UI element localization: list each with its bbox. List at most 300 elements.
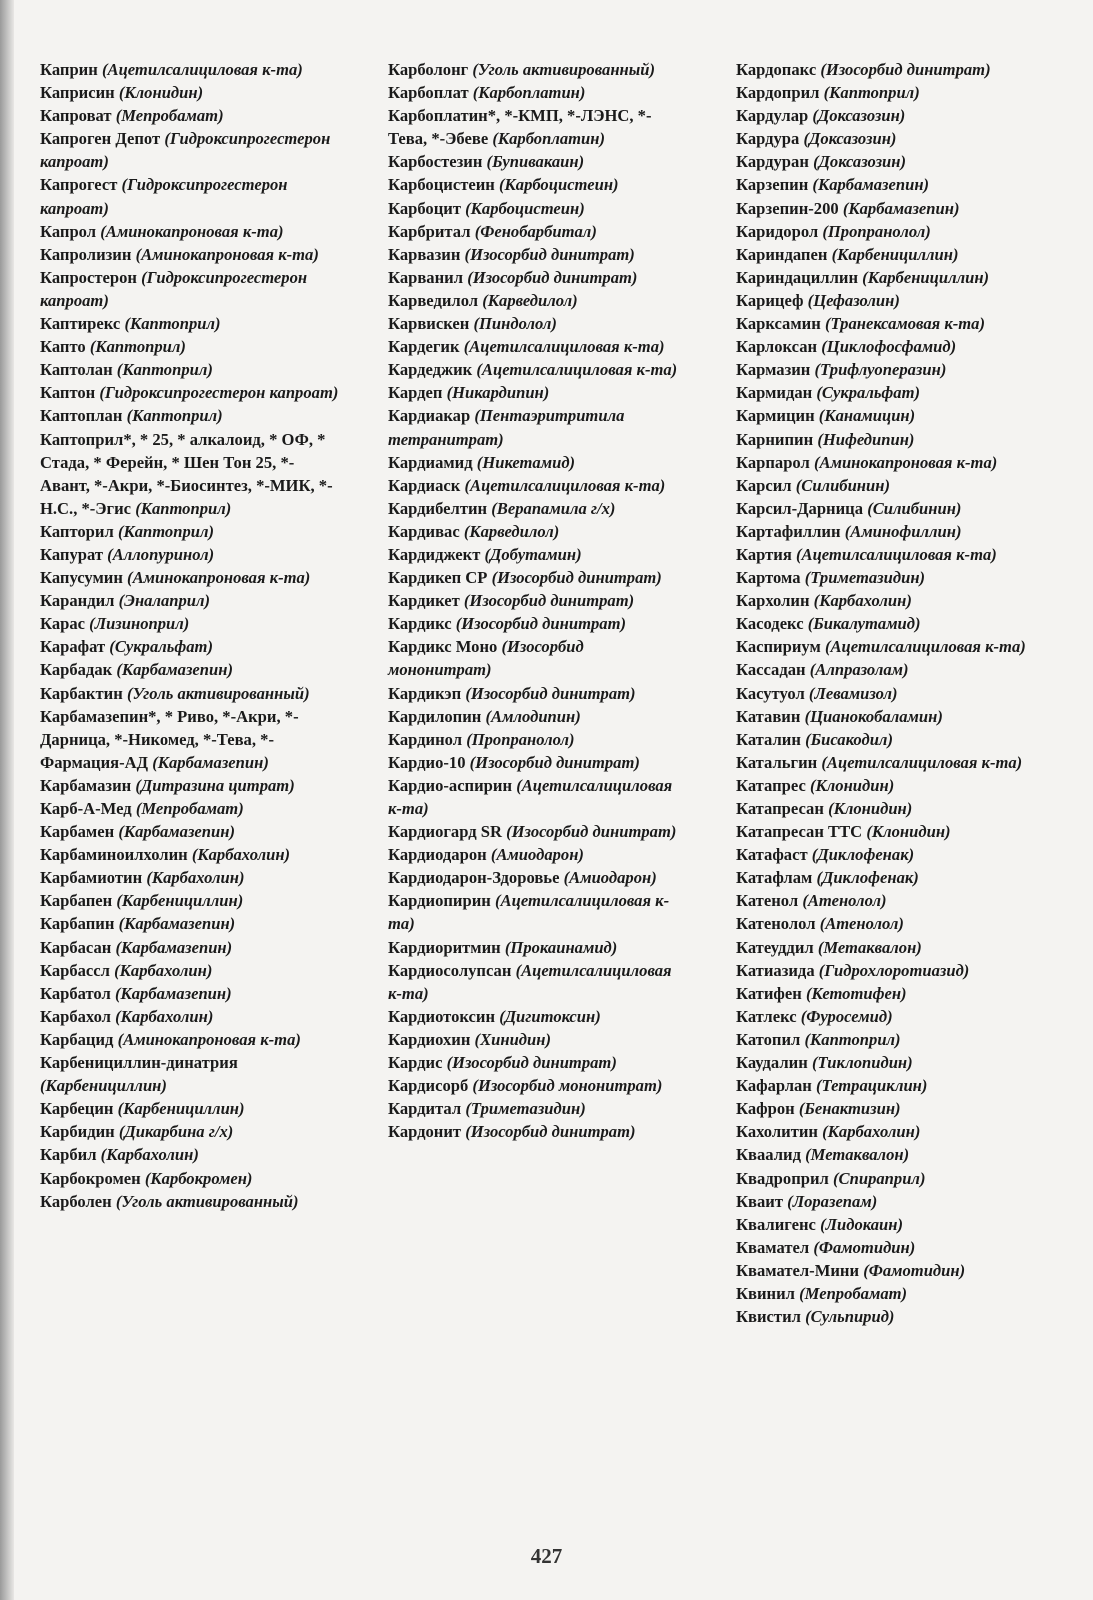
- drug-entry: [388, 566, 688, 589]
- trade-name: Каптолан: [40, 360, 113, 380]
- generic-name: (Фенобарбитал): [474, 221, 597, 241]
- drug-entry: [736, 658, 1066, 681]
- trade-name: Карбамен: [40, 822, 115, 842]
- drug-entry: [736, 497, 1066, 520]
- generic-name: (Диклофенак): [816, 868, 919, 888]
- generic-name: (Изосорбид динитрат): [463, 591, 635, 611]
- trade-name: Кардеджик: [388, 360, 473, 380]
- trade-name: Карнипин: [736, 429, 814, 449]
- trade-name: Карвискен: [388, 314, 470, 334]
- generic-name: (Аллопуринол): [107, 544, 215, 564]
- drug-entry: [388, 543, 688, 566]
- trade-name: Каптоприл*, * 25, * алкалоид, * ОФ, * Стада, * Ферейн, * Шен Тон 25, *-Авант, *-Акри, *-Биосинтез, *-МИК, *-Н.С., *-Эгис: [40, 429, 333, 518]
- trade-name: Кардегик: [388, 337, 460, 357]
- generic-name: (Карбамазепин): [152, 752, 269, 772]
- trade-name: Кардикэп: [388, 683, 462, 703]
- trade-name: Карбатол: [40, 983, 111, 1003]
- trade-name: Карвазин: [388, 244, 461, 264]
- generic-name: (Лизиноприл): [89, 614, 190, 634]
- generic-name: (Карбамазепин): [118, 822, 235, 842]
- drug-entry: [736, 1190, 1066, 1213]
- drug-entry: [736, 1120, 1066, 1143]
- generic-name: (Эналаприл): [118, 591, 211, 611]
- drug-entry: [736, 474, 1066, 497]
- generic-name: (Карбахолин): [115, 1006, 214, 1026]
- drug-entry: [40, 381, 340, 404]
- generic-name: (Бисакодил): [805, 729, 893, 749]
- generic-name: (Никетамид): [476, 452, 576, 472]
- generic-name: (Каптоприл): [116, 360, 213, 380]
- generic-name: (Фуросемид): [800, 1006, 893, 1026]
- drug-entry: [388, 1051, 688, 1074]
- generic-name: (Аминокапроновая к-та): [135, 244, 319, 264]
- trade-name: Кармазин: [736, 360, 811, 380]
- trade-name: Кардиодарон: [388, 845, 487, 865]
- generic-name: (Ацетилсалициловая к-та): [388, 960, 672, 1003]
- trade-name: Кардиохин: [388, 1029, 471, 1049]
- drug-entry: [40, 358, 340, 381]
- drug-entry: [736, 682, 1066, 705]
- trade-name: Капторил: [40, 521, 114, 541]
- drug-entry: [40, 658, 340, 681]
- trade-name: Кариндациллин: [736, 267, 859, 287]
- generic-name: (Силибинин): [867, 498, 962, 518]
- drug-entry: [388, 612, 688, 635]
- drug-entry: [40, 1143, 340, 1166]
- drug-entry: [40, 404, 340, 427]
- drug-entry: [736, 866, 1066, 889]
- generic-name: (Каптоприл): [135, 498, 232, 518]
- trade-name: Капролизин: [40, 244, 132, 264]
- trade-name: Кардиамид: [388, 452, 473, 472]
- trade-name: Капурат: [40, 544, 103, 564]
- generic-name: (Карбамазепин): [118, 914, 236, 934]
- generic-name: (Гидроксипрогестерон капроат): [40, 267, 308, 310]
- drug-entry: [40, 312, 340, 335]
- column-2: [388, 58, 688, 1143]
- drug-entry: [388, 104, 688, 150]
- drug-entry: [388, 728, 688, 751]
- generic-name: (Гидроксипрогестерон капроат): [99, 383, 339, 403]
- trade-name: Кахолитин: [736, 1122, 818, 1142]
- trade-name: Капроват: [40, 106, 112, 126]
- drug-entry: [40, 58, 340, 81]
- drug-entry: [388, 266, 688, 289]
- trade-name: Карбапин: [40, 914, 115, 934]
- trade-name: Кардитал: [388, 1099, 462, 1119]
- generic-name: (Силибинин): [795, 475, 890, 495]
- trade-name: Кардинол: [388, 729, 463, 749]
- generic-name: (Уголь активированный): [126, 683, 310, 703]
- generic-name: (Карбахолин): [114, 960, 213, 980]
- trade-name: Карбактин: [40, 683, 123, 703]
- trade-name: Каптон: [40, 383, 96, 403]
- trade-name: Картафиллин: [736, 521, 841, 541]
- generic-name: (Карведилол): [463, 521, 560, 541]
- generic-name: (Амиодарон): [563, 868, 657, 888]
- trade-name: Капростерон: [40, 267, 137, 287]
- generic-name: (Трифлуоперазин): [814, 360, 947, 380]
- generic-name: (Каптоприл): [117, 521, 215, 541]
- drug-entry: [388, 1028, 688, 1051]
- generic-name: (Кетотифен): [805, 983, 907, 1003]
- drug-entry: [736, 1236, 1066, 1259]
- generic-name: (Пиндолол): [473, 314, 557, 334]
- generic-name: (Сукральфат): [816, 383, 921, 403]
- generic-name: (Нифедипин): [817, 429, 915, 449]
- drug-entry: [736, 1167, 1066, 1190]
- generic-name: (Канамицин): [818, 406, 916, 426]
- drug-entry: [40, 81, 340, 104]
- drug-entry: [40, 612, 340, 635]
- drug-entry: [736, 173, 1066, 196]
- generic-name: (Карбахолин): [191, 845, 291, 865]
- drug-entry: [736, 1097, 1066, 1120]
- trade-name: Кардиакар: [388, 406, 471, 426]
- trade-name: Карбокромен: [40, 1168, 141, 1188]
- drug-entry: [388, 1074, 688, 1097]
- trade-name: Карбоплатин*, *-КМП, *-ЛЭНС, *-Тева, *-Эбеве: [388, 106, 652, 149]
- trade-name: Катавин: [736, 706, 801, 726]
- drug-entry: [388, 889, 688, 935]
- trade-name: Карлоксан: [736, 337, 818, 357]
- trade-name: Карафат: [40, 637, 106, 657]
- trade-name: Карас: [40, 614, 86, 634]
- drug-entry: [388, 682, 688, 705]
- generic-name: (Триметазидин): [804, 568, 926, 588]
- trade-name: Кардикет: [388, 591, 460, 611]
- trade-name: Карбидин: [40, 1122, 115, 1142]
- drug-entry: [388, 520, 688, 543]
- drug-entry: [388, 335, 688, 358]
- trade-name: Карбостезин: [388, 152, 483, 172]
- generic-name: (Карбамазепин): [812, 175, 930, 195]
- generic-name: (Карбахолин): [146, 868, 245, 888]
- drug-entry: [40, 520, 340, 543]
- drug-entry: [40, 1097, 340, 1120]
- trade-name: Квамател-Мини: [736, 1260, 860, 1280]
- drug-entry: [736, 243, 1066, 266]
- drug-entry: [388, 381, 688, 404]
- drug-entry: [388, 404, 688, 450]
- trade-name: Капто: [40, 337, 86, 357]
- generic-name: (Ацетилсалициловая к-та): [824, 637, 1026, 657]
- generic-name: (Аминофиллин): [844, 521, 962, 541]
- trade-name: Карбацид: [40, 1029, 114, 1049]
- trade-name: Карбоплат: [388, 83, 469, 103]
- generic-name: (Аминокапроновая к-та): [117, 1029, 301, 1049]
- generic-name: (Каптоприл): [126, 406, 223, 426]
- drug-entry: [388, 451, 688, 474]
- trade-name: Капроген Депот: [40, 129, 161, 149]
- generic-name: (Уголь активированный): [472, 60, 656, 79]
- trade-name: Кардисорб: [388, 1076, 469, 1096]
- trade-name: Кардиодарон-Здоровье: [388, 868, 560, 888]
- generic-name: (Циклофосфамид): [821, 337, 957, 357]
- trade-name: Карбамазин: [40, 775, 132, 795]
- generic-name: (Изосорбид динитрат): [446, 1053, 617, 1073]
- drug-entry: [388, 197, 688, 220]
- generic-name: (Клонидин): [118, 83, 204, 103]
- generic-name: (Пропранолол): [822, 221, 931, 241]
- generic-name: (Никардипин): [446, 383, 550, 403]
- generic-name: (Левамизол): [808, 683, 898, 703]
- drug-entry: [40, 1167, 340, 1190]
- trade-name: Кассадан: [736, 660, 806, 680]
- generic-name: (Гидроксипрогестерон капроат): [40, 175, 288, 218]
- drug-entry: [388, 58, 688, 81]
- drug-entry: [40, 543, 340, 566]
- generic-name: (Клонидин): [828, 799, 913, 818]
- drug-entry: [388, 81, 688, 104]
- trade-name: Кваалид: [736, 1145, 801, 1165]
- generic-name: (Изосорбид динитрат): [465, 683, 636, 703]
- drug-entry: [388, 751, 688, 774]
- drug-entry: [736, 1282, 1066, 1305]
- generic-name: (Мепробамат): [115, 106, 224, 126]
- trade-name: Картома: [736, 568, 801, 588]
- generic-name: (Изосорбид мононитрат): [388, 637, 584, 680]
- trade-name: Кардиоритмин: [388, 937, 501, 957]
- drug-entry: [40, 820, 340, 843]
- drug-entry: [40, 566, 340, 589]
- generic-name: (Тетрациклин): [816, 1076, 928, 1096]
- trade-name: Карбоцистеин: [388, 175, 495, 195]
- drug-entry: [40, 243, 340, 266]
- trade-name: Карбасан: [40, 937, 112, 957]
- drug-entry: [736, 820, 1066, 843]
- trade-name: Кардеп: [388, 383, 443, 403]
- trade-name: Катафаст: [736, 845, 808, 865]
- drug-entry: [388, 589, 688, 612]
- generic-name: (Каптоприл): [124, 314, 221, 334]
- drug-entry: [388, 959, 688, 1005]
- generic-name: (Изосорбид динитрат): [465, 1122, 636, 1142]
- drug-entry: [40, 428, 340, 520]
- generic-name: (Карбоцистеин): [465, 198, 585, 218]
- drug-entry: [388, 1097, 688, 1120]
- generic-name: (Карбахолин): [822, 1122, 921, 1142]
- generic-name: (Гидрохлоротиазид): [818, 960, 970, 980]
- drug-entry: [736, 220, 1066, 243]
- trade-name: Карб-А-Мед: [40, 799, 132, 818]
- trade-name: Каприн: [40, 60, 98, 79]
- generic-name: (Добутамин): [484, 544, 582, 564]
- trade-name: Карсил: [736, 475, 792, 495]
- drug-entry: [40, 1028, 340, 1051]
- drug-entry: [736, 381, 1066, 404]
- generic-name: (Карбамазепин): [115, 937, 233, 957]
- trade-name: Карзепин-200: [736, 198, 839, 218]
- drug-entry: [40, 843, 340, 866]
- drug-entry: [736, 843, 1066, 866]
- trade-name: Карксамин: [736, 314, 821, 334]
- generic-name: (Цефазолин): [807, 290, 900, 310]
- drug-entry: [736, 889, 1066, 912]
- trade-name: Карбаминоилхолин: [40, 845, 188, 865]
- trade-name: Кардиджект: [388, 544, 481, 564]
- generic-name: (Аминокапроновая к-та): [100, 221, 284, 241]
- generic-name: (Аминокапроновая к-та): [813, 452, 998, 472]
- drug-entry: [40, 335, 340, 358]
- drug-entry: [736, 81, 1066, 104]
- drug-entry: [736, 936, 1066, 959]
- generic-name: (Метаквалон): [817, 937, 922, 957]
- trade-name: Каридорол: [736, 221, 819, 241]
- trade-name: Касодекс: [736, 614, 804, 634]
- generic-name: (Метаквалон): [805, 1145, 910, 1165]
- generic-name: (Лидокаин): [820, 1214, 904, 1234]
- trade-name: Кардикс Моно: [388, 637, 498, 657]
- trade-name: Кардура: [736, 129, 800, 149]
- trade-name: Кардоприл: [736, 83, 820, 103]
- generic-name: (Триметазидин): [465, 1099, 586, 1119]
- trade-name: Кардиосолупсан: [388, 960, 512, 980]
- generic-name: (Бенактизин): [798, 1099, 901, 1119]
- trade-name: Кардуран: [736, 152, 809, 172]
- drug-entry: [388, 358, 688, 381]
- drug-entry: [736, 635, 1066, 658]
- column-1: [40, 58, 340, 1213]
- trade-name: Кармицин: [736, 406, 815, 426]
- trade-name: Кардилопин: [388, 706, 482, 726]
- trade-name: Карицеф: [736, 290, 804, 310]
- trade-name: Квалигенс: [736, 1214, 816, 1234]
- generic-name: (Транексамовая к-та): [824, 314, 985, 334]
- generic-name: (Уголь активированный): [115, 1191, 299, 1211]
- drug-entry: [736, 404, 1066, 427]
- generic-name: (Бикалутамид): [807, 614, 921, 634]
- trade-name: Катенол: [736, 891, 799, 911]
- drug-entry: [736, 1005, 1066, 1028]
- generic-name: (Хинидин): [474, 1029, 552, 1049]
- trade-name: Кардикеп СР: [388, 568, 488, 588]
- trade-name: Капусумин: [40, 568, 123, 588]
- drug-entry: [388, 820, 688, 843]
- trade-name: Кархолин: [736, 591, 810, 611]
- trade-name: Квадроприл: [736, 1168, 829, 1188]
- trade-name: Кардиотоксин: [388, 1006, 496, 1026]
- drug-entry: [736, 266, 1066, 289]
- drug-entry: [736, 127, 1066, 150]
- drug-entry: [736, 1259, 1066, 1282]
- drug-entry: [388, 936, 688, 959]
- trade-name: Карандил: [40, 591, 115, 611]
- generic-name: (Карбенициллин): [40, 1076, 167, 1096]
- drug-entry: [40, 982, 340, 1005]
- trade-name: Катопил: [736, 1029, 801, 1049]
- drug-entry: [736, 58, 1066, 81]
- generic-name: (Изосорбид динитрат): [464, 244, 635, 264]
- generic-name: (Верапамила г/х): [491, 498, 616, 518]
- page-edge-shadow: [0, 0, 14, 1600]
- trade-name: Кармидан: [736, 383, 813, 403]
- generic-name: (Карбенициллин): [117, 1099, 245, 1119]
- drug-entry: [40, 889, 340, 912]
- trade-name: Карбритал: [388, 221, 471, 241]
- trade-name: Каприсин: [40, 83, 115, 103]
- generic-name: (Карбамазепин): [114, 983, 232, 1003]
- drug-entry: [388, 1005, 688, 1028]
- drug-entry: [736, 104, 1066, 127]
- generic-name: (Гидроксипрогестерон капроат): [40, 129, 331, 172]
- generic-name: (Амлодипин): [485, 706, 581, 726]
- generic-name: (Изосорбид динитрат): [455, 614, 627, 634]
- drug-entry: [40, 797, 340, 820]
- generic-name: (Ацетилсалициловая к-та): [476, 360, 678, 380]
- drug-entry: [40, 936, 340, 959]
- drug-entry: [736, 1305, 1066, 1328]
- drug-entry: [736, 428, 1066, 451]
- trade-name: Кардиопирин: [388, 891, 491, 911]
- drug-entry: [388, 243, 688, 266]
- trade-name: Катапресан ТТС: [736, 822, 863, 842]
- trade-name: Карбил: [40, 1145, 97, 1165]
- generic-name: (Лоразепам): [787, 1191, 878, 1211]
- trade-name: Карболонг: [388, 60, 469, 79]
- trade-name: Кафрон: [736, 1099, 795, 1119]
- drug-entry: [40, 912, 340, 935]
- generic-name: (Изосорбид динитрат): [469, 752, 640, 772]
- drug-entry: [40, 635, 340, 658]
- trade-name: Карведилол: [388, 290, 479, 310]
- generic-name: (Каптоприл): [823, 83, 920, 103]
- trade-name: Квинил: [736, 1283, 795, 1303]
- drug-entry: [736, 589, 1066, 612]
- generic-name: (Прокаинамид): [504, 937, 618, 957]
- trade-name: Карванил: [388, 267, 464, 287]
- generic-name: (Ацетилсалициловая к-та): [388, 891, 670, 934]
- generic-name: (Карбахолин): [813, 591, 912, 611]
- drug-entry: [736, 1074, 1066, 1097]
- drug-entry: [40, 104, 340, 127]
- drug-entry: [736, 312, 1066, 335]
- trade-name: Кардио-10: [388, 752, 466, 772]
- drug-entry: [40, 127, 340, 173]
- trade-name: Катапресан: [736, 799, 824, 818]
- generic-name: (Мепробамат): [135, 799, 244, 818]
- trade-name: Каптоплан: [40, 406, 123, 426]
- drug-entry: [388, 843, 688, 866]
- drug-entry: [736, 705, 1066, 728]
- drug-entry: [40, 589, 340, 612]
- trade-name: Карпарол: [736, 452, 810, 472]
- generic-name: (Ацетилсалициловая к-та): [463, 337, 665, 357]
- drug-entry: [40, 1051, 340, 1097]
- generic-name: (Атенолол): [819, 914, 904, 934]
- trade-name: Карбамазепин*, * Риво, *-Акри, *-Дарница, *-Никомед, *-Тева, *-Фармация-АД: [40, 706, 299, 772]
- drug-entry: [736, 751, 1066, 774]
- drug-entry: [40, 774, 340, 797]
- generic-name: (Карбокромен): [144, 1168, 253, 1188]
- generic-name: (Алпразолам): [809, 660, 909, 680]
- drug-entry: [388, 1120, 688, 1143]
- drug-entry: [40, 1120, 340, 1143]
- trade-name: Капрогест: [40, 175, 118, 195]
- generic-name: (Амиодарон): [490, 845, 584, 865]
- generic-name: (Ацетилсалициловая к-та): [821, 752, 1023, 772]
- trade-name: Кардис: [388, 1053, 443, 1073]
- generic-name: (Изосорбид динитрат): [820, 60, 991, 79]
- generic-name: (Карбамазепин): [842, 198, 960, 218]
- drug-entry: [736, 1143, 1066, 1166]
- trade-name: Касутуол: [736, 683, 805, 703]
- trade-name: Кафарлан: [736, 1076, 812, 1096]
- trade-name: Кардио-аспирин: [388, 775, 513, 795]
- drug-entry: [40, 705, 340, 774]
- generic-name: (Карбенициллин): [831, 244, 959, 264]
- trade-name: Кардибелтин: [388, 498, 488, 518]
